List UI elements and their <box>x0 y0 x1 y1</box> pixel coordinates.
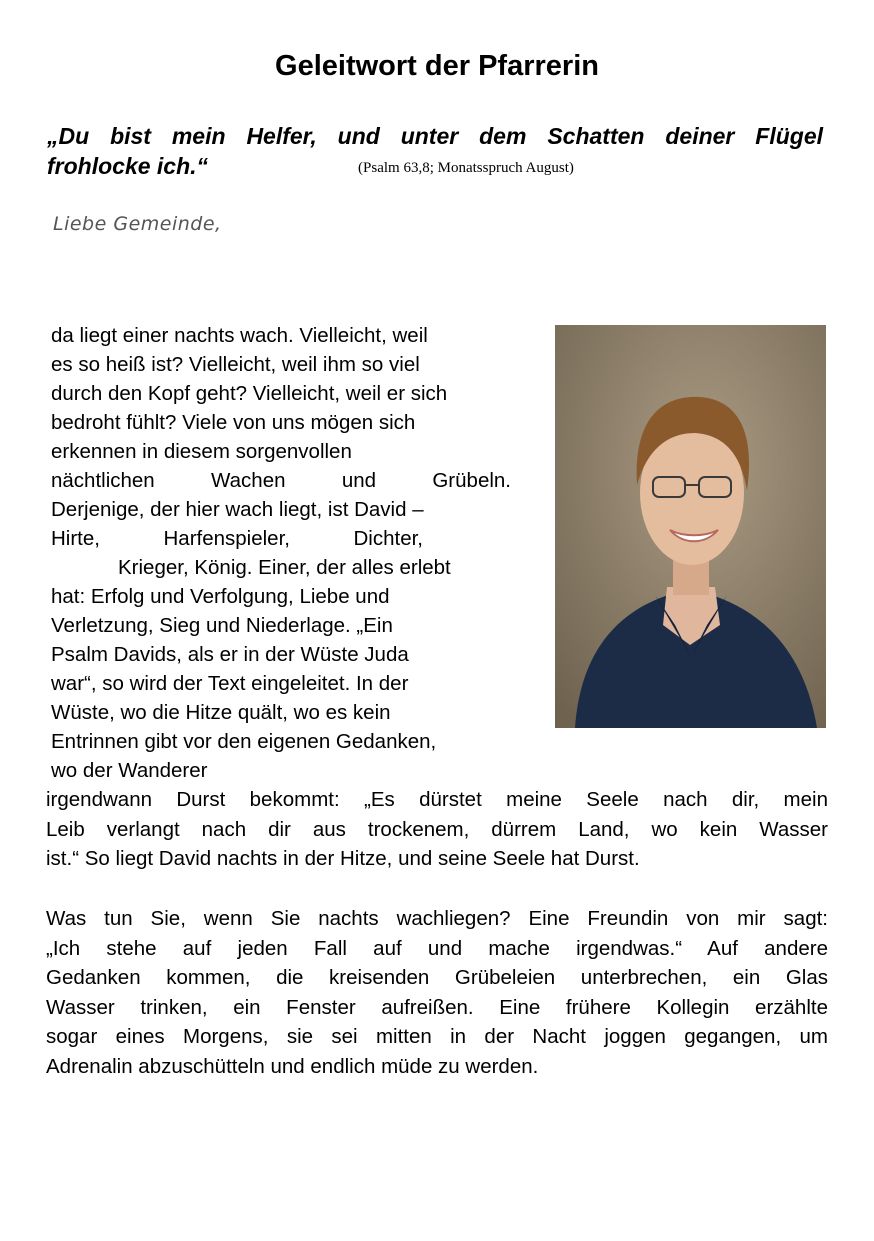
column-line: hat: Erfolg und Verfolgung, Liebe und <box>51 585 390 608</box>
paragraph-line: Wasser trinken, ein Fenster aufreißen. Eine frühere Kollegin erzählte <box>46 995 828 1019</box>
paragraph-line: irgendwann Durst bekommt: „Es dürstet meine Seele nach dir, mein <box>46 788 828 811</box>
paragraph-line: Leib verlangt nach dir aus trockenem, dürrem Land, wo kein Wasser <box>46 817 828 841</box>
column-line: es so heiß ist? Vielleicht, weil ihm so viel <box>51 353 420 376</box>
greeting: Liebe Gemeinde, <box>53 213 222 235</box>
column-line: da liegt einer nachts wach. Vielleicht, weil <box>51 324 428 347</box>
paragraph-line: Gedanken kommen, die kreisenden Grübeleien unterbrechen, ein Glas <box>46 966 828 989</box>
column-line: nächtlichen Wachen und Grübeln. <box>51 469 511 492</box>
quote-line-1: „Du bist mein Helfer, und unter dem Schatten deiner Flügel <box>47 123 823 149</box>
column-line: Psalm Davids, als er in der Wüste Juda <box>51 643 409 666</box>
wrapped-column <box>51 321 541 785</box>
paragraph-line: Was tun Sie, wenn Sie nachts wachliegen? Eine Freundin von mir sagt: <box>46 907 828 930</box>
column-line: durch den Kopf geht? Vielleicht, weil er sich <box>51 382 448 405</box>
column-line: Derjenige, der hier wach liegt, ist David – <box>51 498 424 521</box>
quote-line-2: frohlocke ich.“ <box>47 153 209 179</box>
quote-block <box>47 121 823 185</box>
column-line: wo der Wanderer <box>51 759 208 782</box>
paragraph-1 <box>46 785 828 874</box>
paragraph-line: sogar eines Morgens, sie sei mitten in der Nacht joggen gegangen, um <box>46 1025 828 1048</box>
column-line: Entrinnen gibt vor den eigenen Gedanken, <box>51 730 437 753</box>
column-line: Wüste, wo die Hitze quält, wo es kein <box>51 701 391 724</box>
quote-citation: (Psalm 63,8; Monatsspruch August) <box>358 160 574 176</box>
paragraph-2 <box>46 904 828 1081</box>
column-line: war“, so wird der Text eingeleitet. In der <box>51 672 409 695</box>
column-line: Hirte, Harfenspieler, Dichter, <box>51 527 423 550</box>
portrait-illustration <box>555 325 826 728</box>
portrait-photo <box>555 325 826 728</box>
column-line: Krieger, König. Einer, der alles erlebt <box>118 556 451 579</box>
column-line: Verletzung, Sieg und Niederlage. „Ein <box>51 614 393 637</box>
column-line: bedroht fühlt? Viele von uns mögen sich <box>51 411 416 434</box>
paragraph-line: Adrenalin abzuschütteln und endlich müde zu werden. <box>46 1054 539 1078</box>
quote-line-2-row <box>47 151 823 185</box>
paragraph-line: „Ich stehe auf jeden Fall auf und mache irgendwas.“ Auf andere <box>46 936 828 960</box>
paragraph-line: ist.“ So liegt David nachts in der Hitze, und seine Seele hat Durst. <box>46 847 640 870</box>
page-title: Geleitwort der Pfarrerin <box>275 50 599 82</box>
column-line: erkennen in diesem sorgenvollen <box>51 440 352 463</box>
